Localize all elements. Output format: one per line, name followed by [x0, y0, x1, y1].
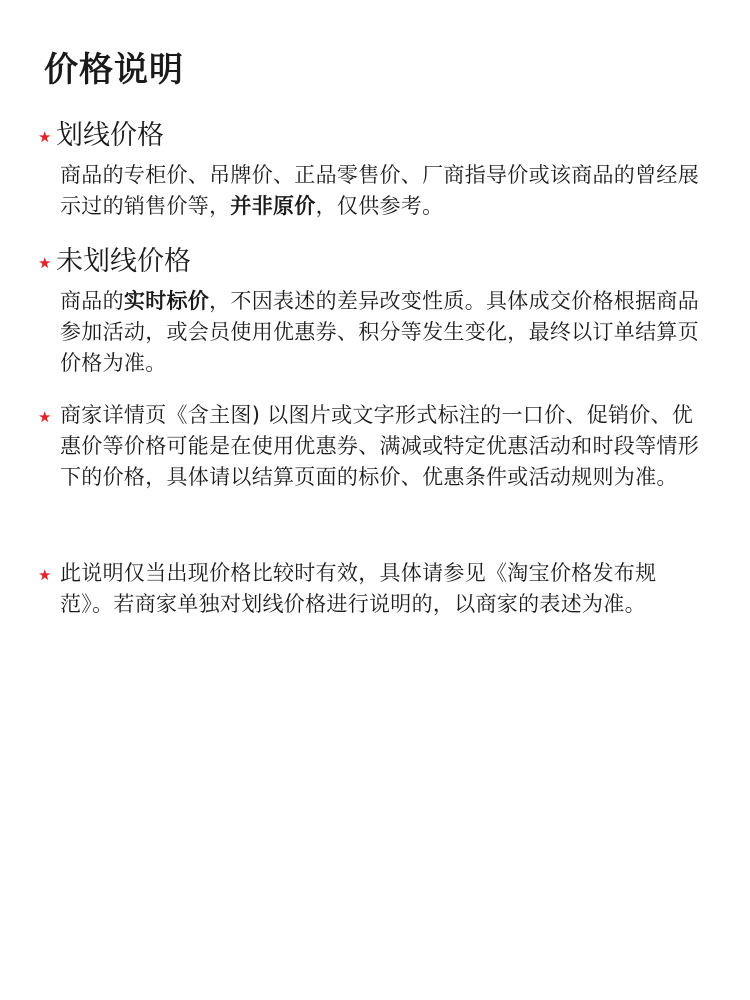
star-icon: ★	[38, 408, 52, 426]
body-text: ，仅供参考。	[315, 194, 444, 218]
section-non-strikethrough-price	[36, 242, 706, 379]
star-icon: ★	[38, 566, 52, 584]
note-merchant-detail-page	[36, 400, 706, 493]
section-body	[36, 160, 706, 222]
body-emphasis: 并非原价	[230, 194, 316, 218]
note-validity	[36, 558, 706, 620]
body-emphasis: 实时标价	[123, 289, 210, 313]
section-body	[36, 286, 706, 379]
note-text: 商家详情页《含主图) 以图片或文字形式标注的一口价、促销价、优惠价等价格可能是在使用优惠券、满减或特定优惠活动和时段等情形下的价格，具体请以结算页面的标价、优惠条件或活动规则为准。	[60, 403, 699, 489]
page-title: 价格说明	[44, 50, 184, 90]
body-text: 商品的	[60, 289, 124, 313]
note-text: 此说明仅当出现价格比较时有效，具体请参见《淘宝价格发布规范》。若商家单独对划线价格进行说明的，以商家的表述为准。	[60, 561, 657, 616]
star-icon: ★	[38, 254, 52, 272]
section-strikethrough-price	[36, 116, 706, 222]
star-icon: ★	[38, 128, 52, 146]
section-heading: 划线价格	[56, 120, 164, 151]
section-heading: 未划线价格	[56, 246, 191, 277]
body-text: ，不因表述的差异改变性质。具体成交价格根据商品参加活动，或会员使用优惠券、积分等发生变化，最终以订单结算页价格为准。	[60, 289, 700, 375]
body-text: 商品的专柜价、吊牌价、正品零售价、厂商指导价或该商品的曾经展示过的销售价等，	[60, 163, 699, 218]
